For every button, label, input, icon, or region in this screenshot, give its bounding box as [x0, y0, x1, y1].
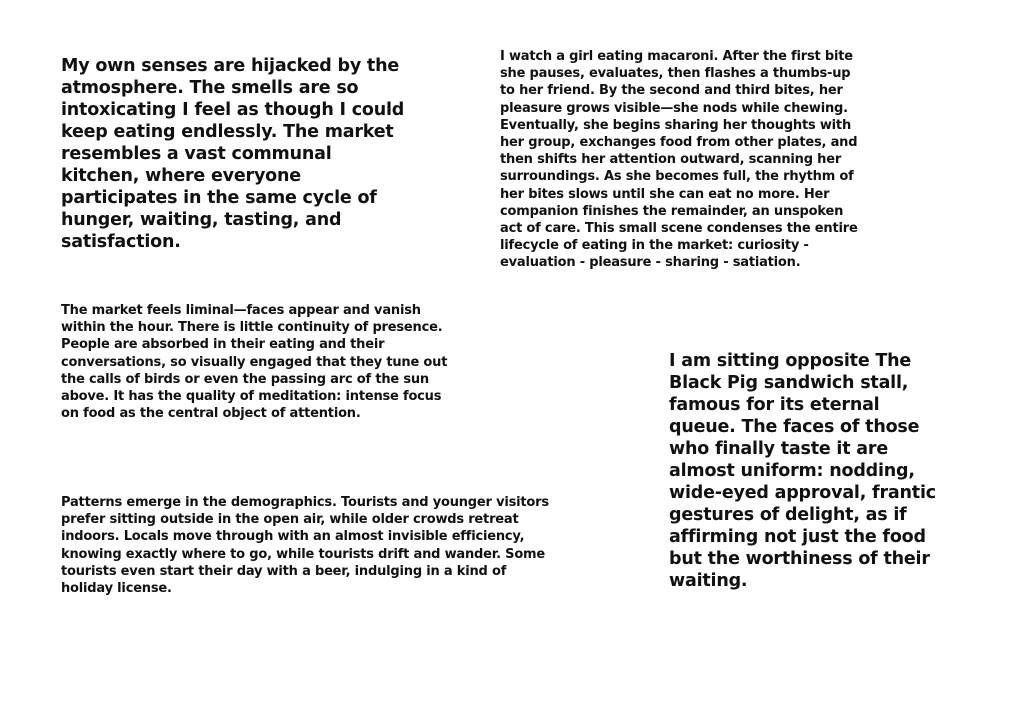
paragraph-senses-hijacked: My own senses are hijacked by the atmosphere. The smells are so intoxicating I feel as though I could keep eating endlessly. The market resembles a vast communal kitchen, where everyone participates in the same cycle of hunger, waiting, tasting, and satisfaction.	[61, 56, 405, 252]
paragraph-demographic-patterns: Patterns emerge in the demographics. Tourists and younger visitors prefer sitting outside in the open air, while older crowds retreat indoors. Locals move through with an almost invisible efficiency, knowing exactly where to go, while tourists drift and wander. Some tourists even start their day with a beer, indulging in a kind of holiday license.	[61, 495, 549, 597]
paragraph-girl-eating-macaroni: I watch a girl eating macaroni. After the first bite she pauses, evaluates, then flashes a thumbs-up to her friend. By the second and third bites, her pleasure grows visible—she nods while chewing. Eventually, she begins sharing her thoughts with her group, exchanges food from other plates, and then shifts her attention outward, scanning her surroundings. As she becomes full, the rhythm of her bites slows until she can eat no more. Her companion finishes the remainder, an unspoken act of care. This small scene condenses the entire lifecycle of eating in the market: curiosity - evaluation - pleasure - sharing - satiation.	[500, 49, 858, 271]
paragraph-black-pig-stall: I am sitting opposite The Black Pig sandwich stall, famous for its eternal queue. The faces of those who finally taste it are almost uniform: nodding, wide-eyed approval, frantic gestures of delight, as if affirming not just the food but the worthiness of their waiting.	[669, 351, 936, 591]
paragraph-market-liminal: The market feels liminal—faces appear and vanish within the hour. There is little continuity of presence. People are absorbed in their eating and their conversations, so visually engaged that they tune out the calls of birds or even the passing arc of the sun above. It has the quality of meditation: intense focus on food as the central object of attention.	[61, 303, 448, 422]
